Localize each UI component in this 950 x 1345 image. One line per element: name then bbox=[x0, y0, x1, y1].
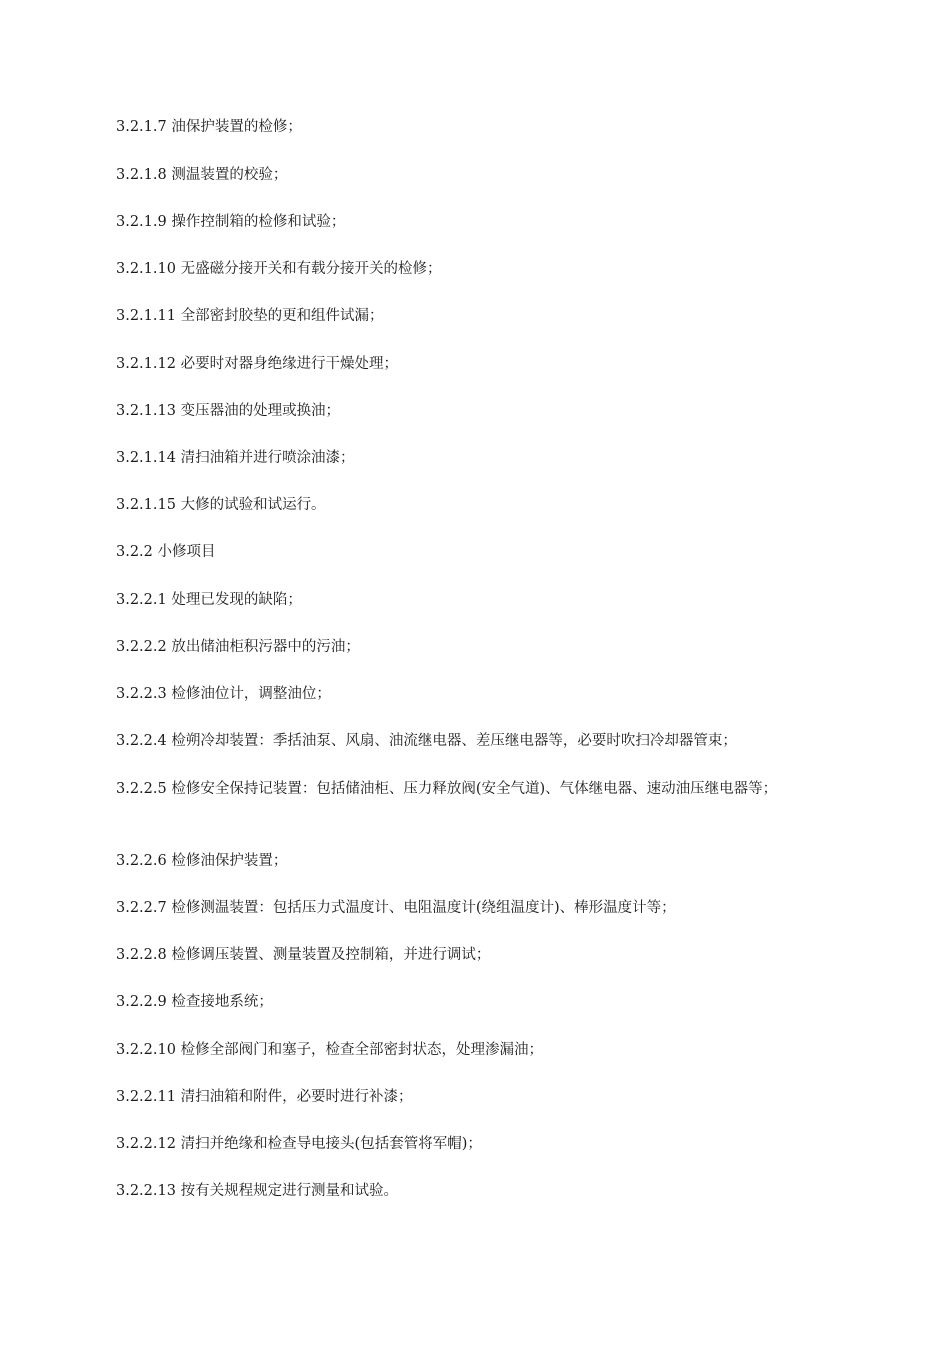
item-3-2-1-13: 3.2.1.13 变压器油的处理或换油； bbox=[116, 403, 341, 419]
item-3-2-2-13: 3.2.2.13 按有关规程规定进行测量和试验。 bbox=[116, 1183, 399, 1199]
item-3-2-1-7: 3.2.1.7 油保护装置的检修； bbox=[116, 119, 302, 135]
section-heading-3-2-2: 3.2.2 小修项目 bbox=[116, 544, 216, 560]
item-3-2-2-5: 3.2.2.5 检修安全保持记装置：包括储油柜、压力释放阀(安全气道)、气体继电器、速动油压继电器等； bbox=[116, 781, 778, 797]
item-3-2-1-11: 3.2.1.11 全部密封胶垫的更和组件试漏； bbox=[116, 308, 384, 324]
item-3-2-2-12: 3.2.2.12 清扫并绝缘和检查导电接头(包括套管将军帽)； bbox=[116, 1136, 482, 1152]
item-3-2-2-4: 3.2.2.4 检朔冷却装置：季括油泵、风扇、油流继电器、差压继电器等，必要时吹扫冷却器管束； bbox=[116, 733, 737, 749]
item-3-2-1-12: 3.2.1.12 必要时对器身绝缘进行干燥处理； bbox=[116, 356, 399, 372]
item-3-2-1-8: 3.2.1.8 测温装置的校验； bbox=[116, 167, 288, 183]
item-3-2-2-3: 3.2.2.3 检修油位计，调整油位； bbox=[116, 686, 331, 702]
item-3-2-2-10: 3.2.2.10 检修全部阀门和塞子，检查全部密封状态，处理渗漏油； bbox=[116, 1042, 544, 1058]
item-3-2-1-14: 3.2.1.14 清扫油箱并进行喷涂油漆； bbox=[116, 450, 355, 466]
item-3-2-2-11: 3.2.2.11 清扫油箱和附件，必要时进行补漆； bbox=[116, 1089, 413, 1105]
item-3-2-1-9: 3.2.1.9 操作控制箱的检修和试验； bbox=[116, 214, 346, 230]
item-3-2-1-10: 3.2.1.10 无盛磁分接开关和有载分接开关的检修； bbox=[116, 261, 442, 277]
item-3-2-2-9: 3.2.2.9 检查接地系统； bbox=[116, 994, 273, 1010]
item-3-2-2-1: 3.2.2.1 处理已发现的缺陷； bbox=[116, 592, 302, 608]
item-3-2-2-6: 3.2.2.6 检修油保护装置； bbox=[116, 853, 288, 869]
item-3-2-2-7: 3.2.2.7 检修测温装置：包括压力式温度计、电阻温度计(绕组温度计)、棒形温度计等； bbox=[116, 900, 676, 916]
item-3-2-1-15: 3.2.1.15 大修的试验和试运行。 bbox=[116, 497, 326, 513]
item-3-2-2-8: 3.2.2.8 检修调压装置、测量装置及控制箱，并进行调试； bbox=[116, 947, 491, 963]
item-3-2-2-2: 3.2.2.2 放出储油柜积污器中的污油； bbox=[116, 639, 360, 655]
